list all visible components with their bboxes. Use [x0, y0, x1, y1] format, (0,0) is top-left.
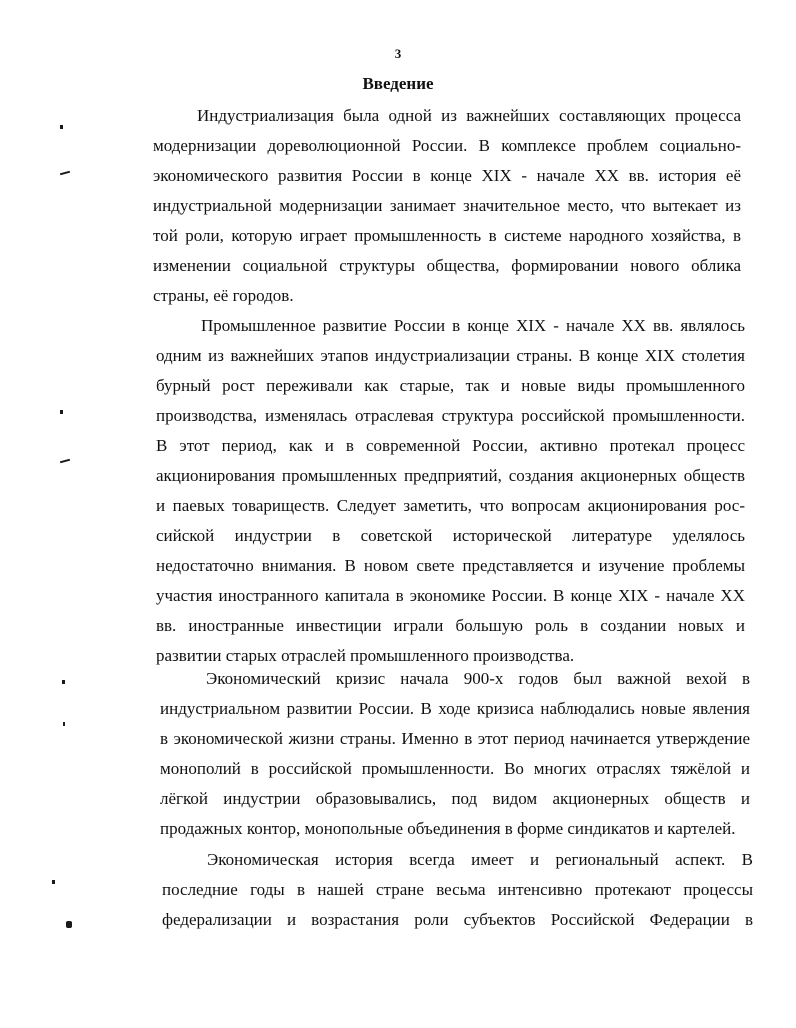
- paragraph-line: федерализации и возрастания роли субъектов Российской Федерации в: [162, 910, 753, 929]
- paragraph-line: экономического развития России в конце XIX - начале XX вв. история её: [153, 166, 741, 185]
- paragraph-line: продажных контор, монопольные объединения в форме синдикатов и картелей.: [160, 819, 736, 838]
- paragraph-line: участия иностранного капитала в экономике России. В конце XIX - начале XX: [156, 586, 745, 605]
- paragraph-line: недостаточно внимания. В новом свете представляется и изучение проблемы: [156, 556, 745, 575]
- scan-artifact: [52, 880, 55, 884]
- paragraph-line: Экономическая история всегда имеет и региональный аспект. В: [207, 850, 753, 869]
- paragraph-line: индустриальном развитии России. В ходе кризиса наблюдались новые явления: [160, 699, 750, 718]
- paragraph-line: и паевых товариществ. Следует заметить, что вопросам акционирования рос-: [156, 496, 745, 515]
- paragraph-line: изменении социальной структуры общества, формировании нового облика: [153, 256, 741, 275]
- paragraph-line: индустриальной модернизации занимает значительное место, что вытекает из: [153, 196, 741, 215]
- scan-artifact: [62, 680, 65, 684]
- scan-artifact: [60, 410, 63, 414]
- scan-artifact: [66, 921, 72, 928]
- paragraph-line: производства, изменялась отраслевая структура российской промышленности.: [156, 406, 745, 425]
- scan-artifact: [60, 459, 70, 464]
- paragraph-line: акционирования промышленных предприятий, создания акционерных обществ: [156, 466, 745, 485]
- paragraph-line: бурный рост переживали как старые, так и новые виды промышленного: [156, 376, 745, 395]
- paragraph-line: Промышленное развитие России в конце XIX - начале XX вв. являлось: [201, 316, 745, 335]
- scan-artifact: [60, 171, 70, 176]
- paragraph-line: модернизации дореволюционной России. В комплексе проблем социально-: [153, 136, 741, 155]
- paragraph-line: Экономический кризис начала 900-х годов был важной вехой в: [206, 669, 750, 688]
- paragraph-line: Индустриализация была одной из важнейших составляющих процесса: [197, 106, 741, 125]
- paragraph-line: вв. иностранные инвестиции играли большую роль в создании новых и: [156, 616, 745, 635]
- paragraph-line: страны, её городов.: [153, 286, 294, 305]
- scan-artifact: [60, 125, 63, 129]
- paragraph-line: одним из важнейших этапов индустриализации страны. В конце XIX столетия: [156, 346, 745, 365]
- paragraph-line: развитии старых отраслей промышленного производства.: [156, 646, 575, 665]
- scan-artifact: [63, 722, 65, 726]
- paragraph-line: лёгкой индустрии образовывались, под видом акционерных обществ и: [160, 789, 750, 808]
- page-number: 3: [394, 46, 402, 61]
- paragraph-line: последние годы в нашей стране весьма интенсивно протекают процессы: [162, 880, 753, 899]
- paragraph-line: сийской индустрии в советской исторической литературе уделялось: [156, 526, 745, 545]
- paragraph-line: В этот период, как и в современной России, активно протекал процесс: [156, 436, 745, 455]
- page-title: Введение: [362, 74, 434, 93]
- paragraph-line: монополий в российской промышленности. Во многих отраслях тяжёлой и: [160, 759, 750, 778]
- paragraph-line: в экономической жизни страны. Именно в этот период начинается утверждение: [160, 729, 750, 748]
- paragraph-line: той роли, которую играет промышленность в системе народного хозяйства, в: [153, 226, 741, 245]
